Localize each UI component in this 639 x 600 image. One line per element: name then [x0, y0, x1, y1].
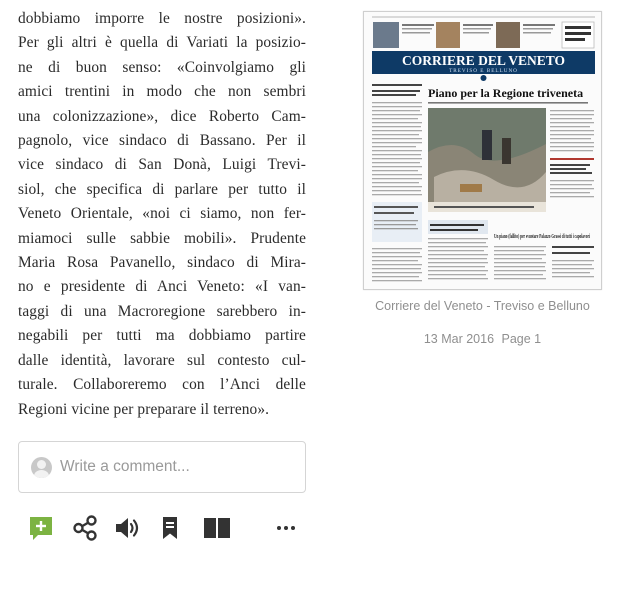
more-icon: [276, 523, 296, 533]
article-line: turale. Collaboreremo con l’Anci delle: [18, 376, 306, 394]
add-comment-button[interactable]: [26, 514, 56, 542]
issue-date: 13 Mar 2016: [423, 332, 495, 346]
article-line: pagnolo, vice sindaco di Bassano. Per il: [18, 132, 306, 150]
article-line: Per gli altri è quella di Variati la posizio-: [18, 34, 306, 52]
article-line: una colonizzazione», dice Roberto Cam-: [18, 107, 306, 125]
add-comment-icon: [27, 514, 55, 542]
article-line: siol, che specifica di parlare per tutto il: [18, 180, 306, 198]
article-line: Maria Rosa Pavanello, sindaco di Mira-: [18, 254, 306, 272]
speaker-icon: [114, 515, 142, 541]
share-button[interactable]: [70, 514, 100, 542]
bookmark-button[interactable]: [157, 514, 183, 542]
masthead-title: CORRIERE DEL VENETO: [401, 53, 566, 68]
comment-input[interactable]: [60, 458, 280, 476]
article-line: dalle identità, lavorare sul contesto cul-: [18, 351, 306, 369]
book-icon: [202, 516, 232, 540]
more-options-button[interactable]: [274, 514, 298, 542]
article-line: dobbiamo imporre le nostre posizioni».: [18, 10, 306, 27]
comment-box[interactable]: [18, 441, 306, 493]
article-line: Veneto Orientale, «noi ci siamo, non fer-: [18, 205, 306, 223]
article-text: [18, 7, 306, 422]
newspaper-thumbnail[interactable]: [363, 11, 602, 290]
masthead-edition: TREVISO E BELLUNO: [449, 68, 518, 74]
listen-button[interactable]: [113, 514, 143, 542]
article-line: amici trentini in modo che non sembri: [18, 83, 306, 101]
issue-meta: [363, 332, 602, 346]
article-toolbar: [26, 514, 306, 542]
article-line: no e presidente di Anci Veneto: «I van-: [18, 278, 306, 296]
newspaper-caption[interactable]: Corriere del Veneto - Treviso e Belluno: [375, 299, 590, 313]
article-line: negabili per tutti ma dobbiamo partire: [18, 327, 306, 345]
article-line: taggi di una Macroregione sarebbero in-: [18, 302, 306, 320]
article-line: ne di buon senso: «Coinvolgiamo gli: [18, 58, 306, 76]
article-line: miamoci sulle sabbie mobili». Prudente: [18, 229, 306, 247]
user-avatar-icon: [31, 457, 52, 478]
paper-headline: Piano per la Regione triveneta: [428, 86, 584, 100]
paper-secondary-headline: Un piano (fallito) per svuotare Palazzo Grassi di tutti i capolavori: [494, 233, 591, 240]
article-line: Regioni vicine per preparare il terreno».: [18, 400, 270, 418]
bookmark-icon: [160, 515, 180, 541]
issue-page: Page 1: [501, 332, 542, 346]
article-line: vice sindaco di San Donà, Luigi Trevi-: [18, 156, 306, 174]
page-view-button[interactable]: [201, 514, 233, 542]
newspaper-front-page: [364, 12, 602, 290]
share-icon: [72, 515, 98, 541]
